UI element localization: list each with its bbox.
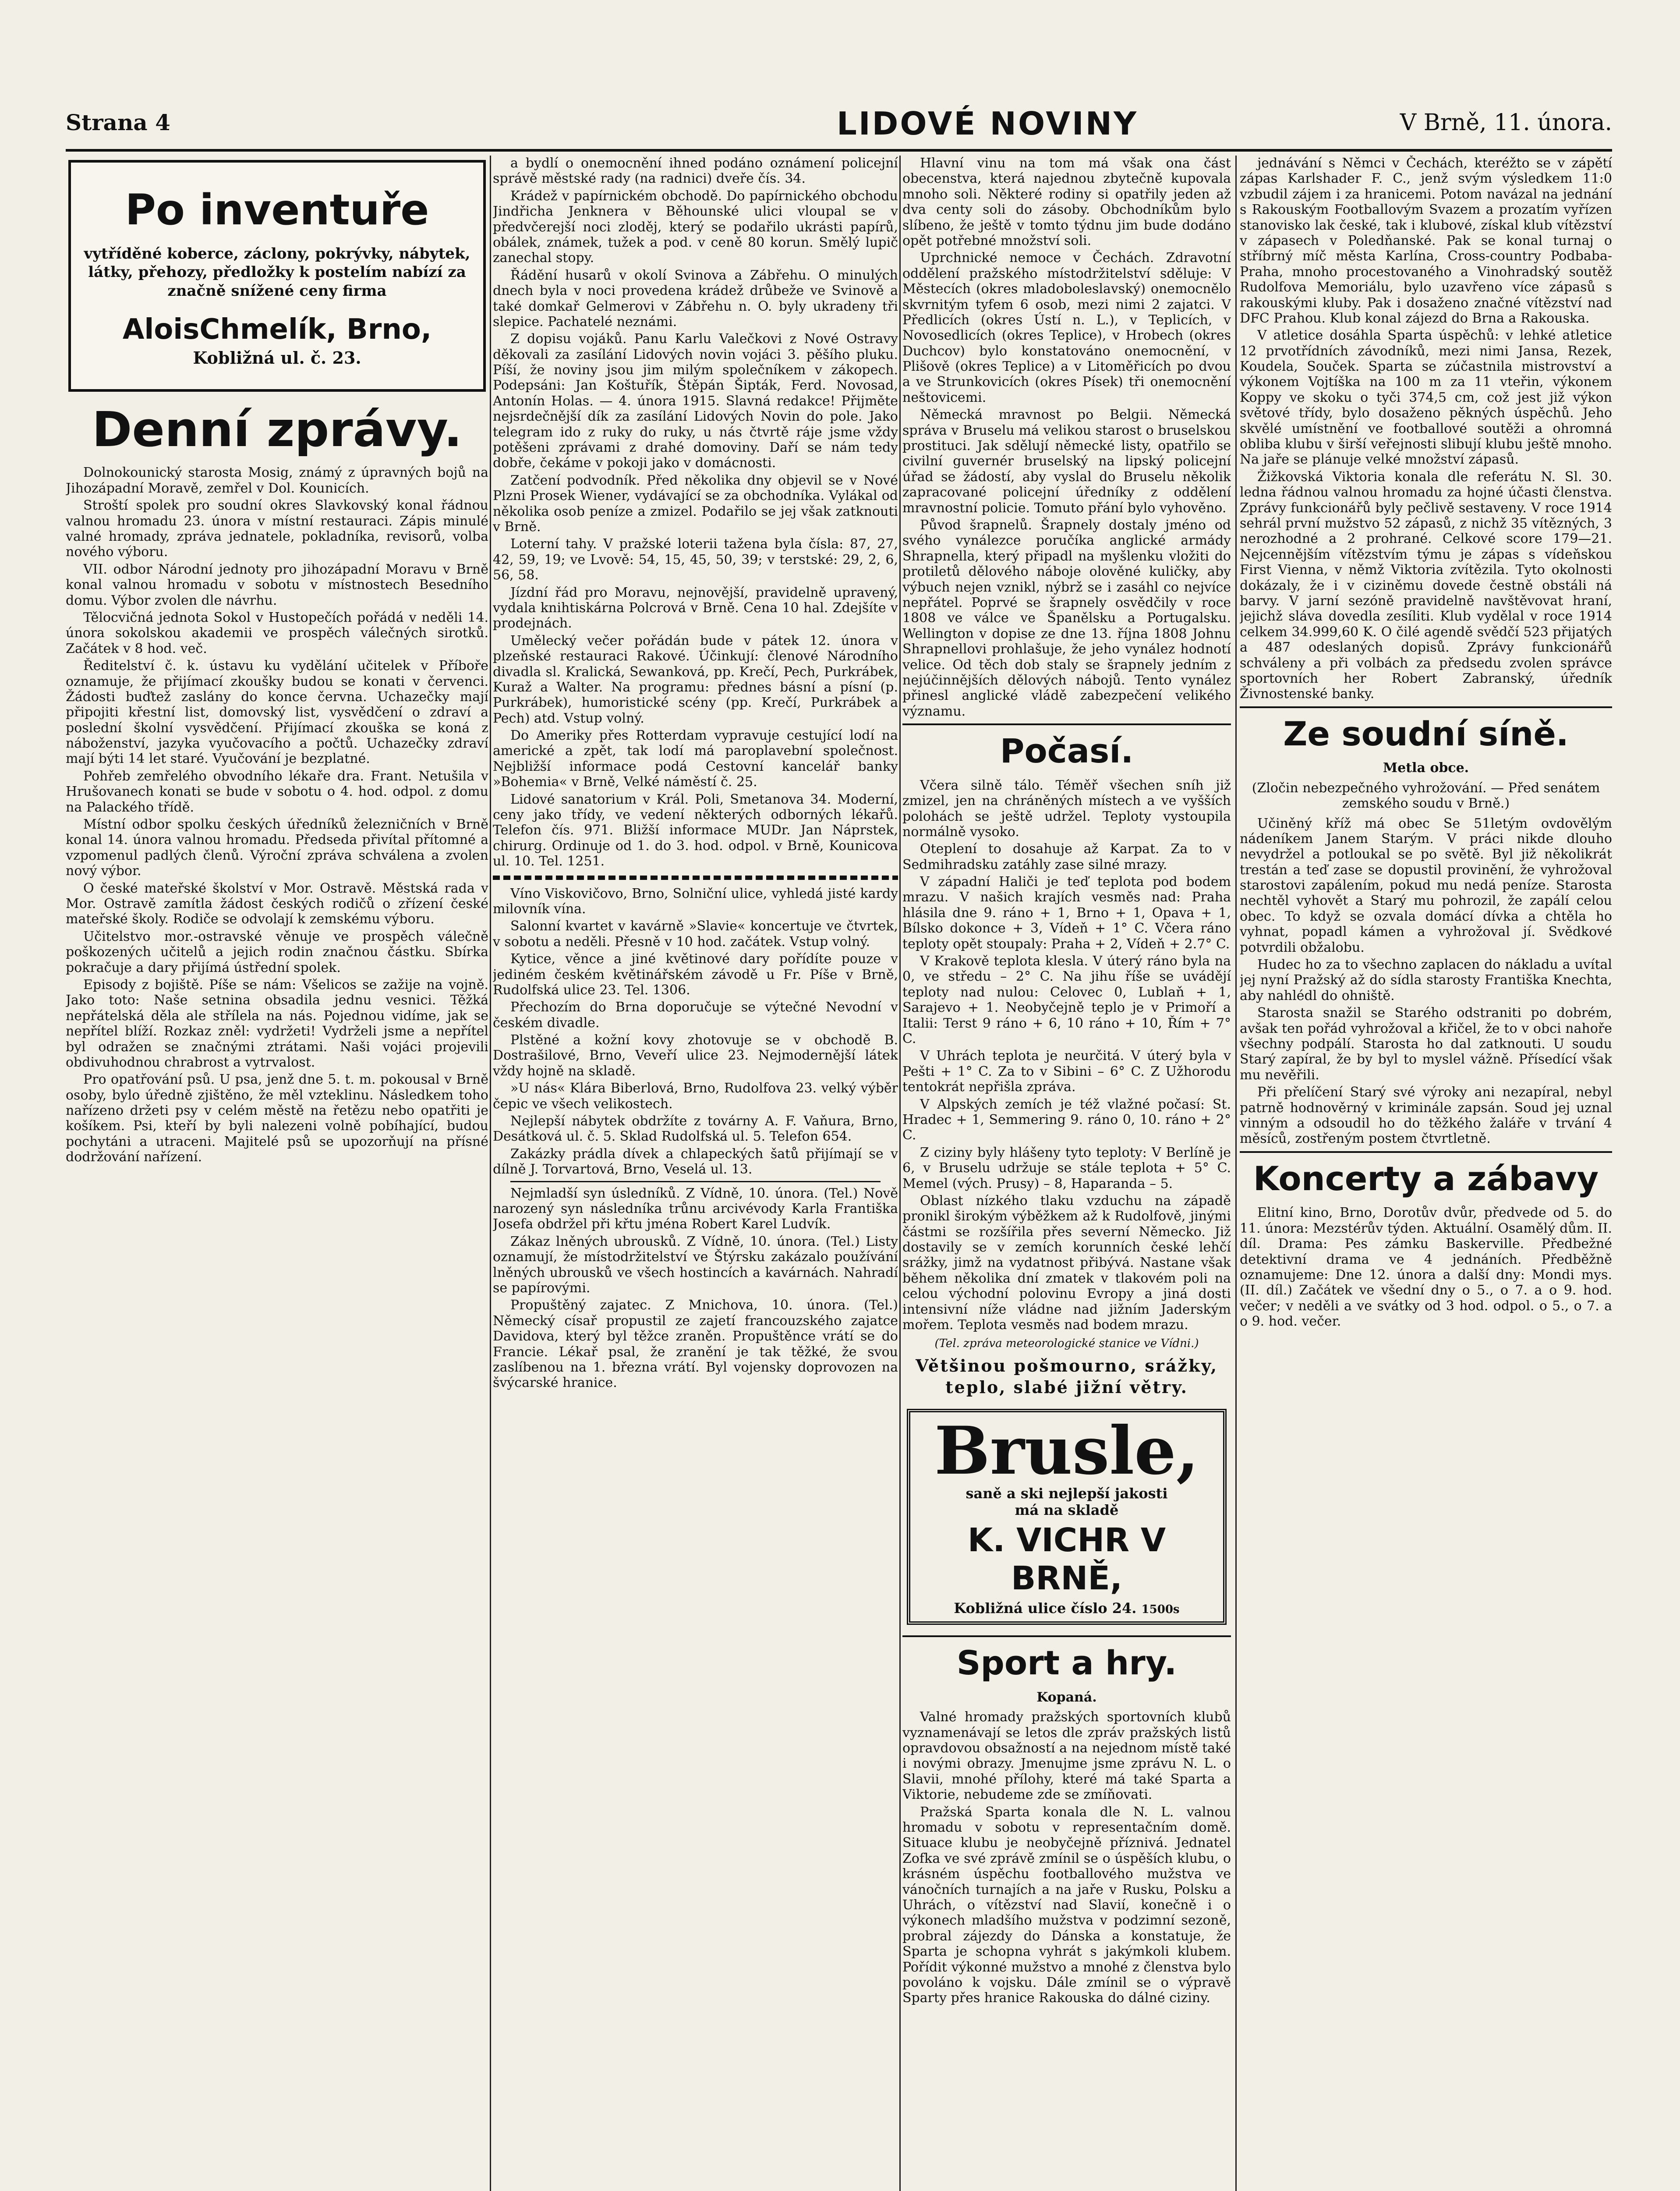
column-divider	[490, 156, 491, 2191]
article-paragraph: Stroští spolek pro soudní okres Slavkovský konal řádnou valnou hromadu 23. února v místní restauraci. Zápis minulé valné hromady, zpráva jednatele, pokladníka, revisorů, volba nového výboru.	[66, 498, 488, 560]
article-paragraph: Německá mravnost po Belgii. Německá správa v Bruselu má velikou starost o bruselskou prostituci. Jak sdělují německé listy, opatřilo se civilní guvernér bruselský na lipský policejní úřad se žádostí, aby vyslal do Bruselu několik zapracované policejní úředníky z oddělení mravnostní policie. Tomuto přání bylo vyhověno.	[902, 407, 1231, 516]
section-title-pocasi: Počasí.	[1000, 731, 1134, 771]
concert-paragraph: Elitní kino, Brno, Dorotův dvůr, předvede od 5. do 11. února: Mezstérův týden. Aktuální. Osamělý dům. II. díl. Drama: Pes zámku Baskerville. Předbežné detektivní drama ve 4 jednáních. Předběžně oznamujeme: Dne 12. února a další dny: Mondi mys. (II. díl.) Začátek ve všední dny o 5., o 7. a o 9. hod. večer; v neděli a ve svátky od 3 hod. odpol. o 5., o 7. a o 9. hod. večer.	[1240, 1205, 1612, 1329]
news-brief: Zákaz lněných ubrousků. Z Vídně, 10. února. (Tel.) Listy oznamují, že místodržitelství ve Štýrsku zakázalo používání lněných ubrousků ve všech hostincích a kavárnách. Nahradí se papírovými.	[493, 1234, 898, 1296]
article-paragraph: Původ šrapnelů. Šrapnely dostaly jméno od svého vynálezce poručíka anglické armády Shrapnella, který připadl na myšlenku vložiti do protiletů dělového náboje olověné kuličky, aby výbuch nejen vznikl, nýbrž se i zasáhl co nejvíce nepřátel. Poprvé se šrapnely osvědčily v roce 1808 ve válce ve Španělsku a Portugalsku. Wellington v dopise ze dne 13. října 1808 Johnu Shrapnellovi prohlašuje, že jeho vynález hodnotí velice. Od těch dob staly se šrapnely jedním z nejúčinnějších dělových nábojů. Tento vynález přinesl anglické vládě zabezpečení velikého významu.	[902, 517, 1231, 719]
article-paragraph: Z dopisu vojáků. Panu Karlu Valečkovi z Nové Ostravy děkovali za zasílání Lidových novin vojáci 3. pěšího pluku. Píší, že noviny jsou jim milým společníkem v zákopech. Podepsáni: Jan Koštuřík, Štěpán Šipták, Ferd. Novosad, Antonín Holas. — 4. února 1915. Slavná redakce! Přijměte nejsrdečnější dík za zasílání Lidových Novin do pole. Jako telegram ido z ruky do ruky, u nás čtvrtě ráje jsme vždy potěšeni zprávami z drahé domoviny. Daří se nám tedy dobře, čekáme v pokoji jako v domácnosti.	[493, 331, 898, 471]
article-paragraph: V atletice dosáhla Sparta úspěchů: v lehké atletice 12 prvotřídních závodníků, mezi nimi Jansa, Rezek, Koudela, Souček. Sparta se zúčastnila mistrovství a výkonem Vojtíška na 100 m za 11 vteřin, výkonem Koppy ve skoku o tyči 374,5 cm, což jest již výkon světové třídy, bylo dosaženo pěkných úspěchů. Jeho skvělé umístnění ve footballové soutěži a ohromná obliba klubu v širší veřejnosti slibují klubu ještě mnoho. Na jaře se plánuje velké množství zápasů.	[1240, 328, 1612, 468]
article-paragraph: Dolnokounický starosta Mosig, známý z úpravných bojů na Jihozápadní Moravě, zemřel v Dol. Kounicích.	[66, 465, 488, 496]
section-title-denni-zpravy: Denní zprávy.	[92, 401, 462, 457]
article-paragraph: Jízdní řád pro Moravu, nejnovější, pravidelně upravený, vydala knihtiskárna Polcrová v Brně. Cena 10 hal. Zdejšíte v prodejnách.	[493, 585, 898, 631]
page-header	[66, 105, 1612, 145]
court-paragraph: Učiněný kříž má obec Se 51letým ovdovělým nádeníkem Janem Starým. V práci nikde dlouho nevydržel a potloukal se po světě. Byl již několikrát trestán a teď zase se dopustil provinění, že vyhrožoval starostovi zapálením, pokud mu nedá peníze. Starosta nechtěl vyhovět a Starý mu pohrozil, že zapálí celou obec. To když se ozvala domácí dívka a chtěla ho vyhnat, popadl kámen a vyhrožoval jí. Svědkové potvrdili obžalobu.	[1240, 815, 1612, 955]
column-3	[902, 156, 1231, 2191]
article-paragraph: Učitelstvo mor.-ostravské věnuje ve prospěch válečně poškozených učitelů a jejich rodin značnou částku. Sbírka pokračuje a dary přijímá ústřední spolek.	[66, 929, 488, 975]
article-paragraph: Ředitelství č. k. ústavu ku vydělání učitelek v Příboře oznamuje, že přijímací zkoušky budou se konati v červenci. Žádosti buďtež zaslány do konce června. Uchazečky mají připojiti křestní list, domovský list, vysvědčení o zdraví a poslední školní vysvědčení. Přijímací zkouška se koná z náboženství, jazyka vyučovacího a počtů. Uchazečky zdraví mají býti 14 let staré. Vyučování je bezplatné.	[66, 658, 488, 767]
weather-paragraph: V Uhrách teplota je neurčitá. V úterý byla v Pešti + 1° C. Za to v Sibini – 6° C. Z Užhorodu tentokrát nepřišla zpráva.	[902, 1048, 1231, 1095]
court-paragraph: Starosta snažil se Starého odstraniti po dobrém, avšak ten pořád vyhrožoval a křičel, že to v obci nahoře všechny podpálí. Starosta ho dal zatknouti. U soudu Starý zapíral, že by byl to myslel vážně. Přísedící však mu nevěřili.	[1240, 1005, 1612, 1083]
weather-paragraph: V západní Haliči je teď teplota pod bodem mrazu. V našich krajích vesměs nad: Praha hlásila dne 9. ráno + 1, Brno + 1, Opava + 1, Bílsko dokonce + 3, Vídeň + 1° C. Včera ráno teploty opět stoupaly: Praha + 2, Vídeň + 2.7° C.	[902, 874, 1231, 952]
ad-brusle-title: Brusle,	[934, 1412, 1199, 1489]
small-ad: Zakázky prádla dívek a chlapeckých šatů přijímají se v dílně J. Torvartová, Brno, Veselá ul. 13.	[493, 1146, 898, 1177]
section-divider	[902, 723, 1231, 725]
court-paragraph: Při přelíčení Starý své výroky ani nezapíral, nebyl patrně hodnověrný v kriminále zapsán. Soud jej uznal vinným a odsoudil ho do těžkého žaláře v trvání 4 měsíců, zostřeným postem čtvrtletně.	[1240, 1085, 1612, 1147]
column-divider	[899, 156, 901, 2191]
section-title-koncerty: Koncerty a zábavy	[1253, 1159, 1599, 1198]
news-brief: Propuštěný zajatec. Z Mnichova, 10. února. (Tel.) Německý císař propustil ze zajetí francouzského zajatce Davidova, který byl těžce zraněn. Propuštěnce vrátí se do Francie. Lékař psal, že zranění je tak těžké, že svou zaslíbenou na 1. března vrátí. Byl vojensky doprovozen na švýcarské hranice.	[493, 1298, 898, 1391]
issue-date: V Brně, 11. února.	[1400, 110, 1612, 136]
article-paragraph: O české mateřské školství v Mor. Ostravě. Městská rada v Mor. Ostravě zamítla žádost českých rodičů o zřízení české mateřské školy. Rodiče se odvolají k zemskému výboru.	[66, 880, 488, 927]
divider	[510, 1181, 881, 1182]
ad-inventura-address: Kobližná ul. č. 23.	[193, 347, 361, 368]
court-subtitle: Metla obce.	[1383, 760, 1469, 776]
court-subtitle-detail: (Zločin nebezpečného vyhrožování. — Před senátem zemského soudu v Brně.)	[1252, 780, 1600, 812]
ad-brusle-address	[915, 1600, 1219, 1617]
court-paragraph: Hudec ho za to všechno zaplacen do nákladu a uvítal jej nyní Pražský až do sídla starosty Františka Knechta, aby nahlédl do ohniště.	[1240, 957, 1612, 1003]
article-paragraph: a bydlí o onemocnění ihned podáno oznámení policejní správě městské rady (na radnici) dveře čís. 34.	[493, 156, 898, 187]
news-brief: Nejmladší syn úsledníků. Z Vídně, 10. února. (Tel.) Nově narozený syn následníka trůnu arcivévody Karla Františka Josefa obdržel při křtu jména Robert Karel Ludvík.	[493, 1185, 898, 1232]
weather-paragraph: V Alpských zemích je též vlažné počasí: St. Hradec + 1, Semmering 9. ráno 0, 10. ráno + 2° C.	[902, 1096, 1231, 1143]
ad-brusle-address-text: Kobližná ulice číslo 24.	[954, 1600, 1137, 1617]
article-paragraph: VII. odbor Národní jednoty pro jihozápadní Moravu v Brně konal valnou hromadu v sobotu v místnostech Besedního domu. Výbor zvolen dle návrhu.	[66, 561, 488, 608]
article-paragraph: Řádění husarů v okolí Svinova a Zábřehu. O minulých dnech byla v noci provedena krádež drůbeže ve Svinově a také domkař Gelmerovi v Zábřehu n. O. byly ukradeny tři slepice. Pachatelé neznámi.	[493, 267, 898, 330]
article-paragraph: Lidové sanatorium v Král. Poli, Smetanova 34. Moderní, ceny jako třídy, ve vedení některých odborných lékařů. Telefon čís. 971. Bližší informace MUDr. Jan Náprstek, chirurg. Ordinuje od 1. do 3. hod. odpol. v Brně, Kounicova ul. 10. Tel. 1251.	[493, 791, 898, 869]
small-ad: »U nás« Klára Biberlová, Brno, Rudolfova 23. velký výběr čepic ve všech velikostech.	[493, 1081, 898, 1112]
small-ad: Přechozím do Brna doporučuje se výtečné Nevodní v českém divadle.	[493, 1000, 898, 1031]
weather-source-note: (Tel. zpráva meteorologické stanice ve Vídni.)	[934, 1337, 1199, 1351]
weather-paragraph: Včera silně tálo. Téměř všechen sníh již zmizel, jen na chráněných místech a ve vyšších polohách se ještě udržel. Teploty vystoupila normálně vysoko.	[902, 777, 1231, 840]
section-subtitle-kopana: Kopaná.	[1036, 1689, 1097, 1705]
small-ad: Salonní kvartet v kavárně »Slavie« koncertuje ve čtvrtek, v sobotu a neděli. Přesně v 10 hod. začátek. Vstup volný.	[493, 918, 898, 950]
sport-paragraph: Valné hromady pražských sportovních klubů vyznamenávají se letos dle zpráv pražských listů opravdovou obsažností a na nejednom místě také i novými obrazy. Jmenujme jsme zprávu N. L. o Slavii, mnohé přílohy, které má také Sparta a Viktorie, nebudeme zde se zmíňovati.	[902, 1709, 1231, 1803]
article-paragraph: Zatčení podvodník. Před několika dny objevil se v Nové Plzni Prosek Wiener, vydávající se za obchodníka. Vylákal od několika osob peníze a zmizel. Podařilo se jej však zatknouti v Brně.	[493, 472, 898, 535]
column-1	[66, 156, 488, 2191]
article-paragraph: Umělecký večer pořádán bude v pátek 12. února v plzeňské restauraci Rakové. Účinkují: členové Národního divadla sl. Kralická, Sewanková, pp. Krečí, Pech, Purkrábek, Kuraž a Walter. Na programu: přednes básní a písní (p. Purkrábek), humoristické scény (pp. Krečí, Purkrábek a Pech) atd. Vstup volný.	[493, 633, 898, 726]
section-divider	[493, 876, 898, 880]
article-paragraph: Hlavní vinu na tom má však ona část obecenstva, která najednou zbytečně kupovala mnoho soli. Některé rodiny si opatřily jeden až dva centy soli do zásoby. Obchodníkům bylo slíbeno, že ještě v tomto týdnu jim bude dodáno opět potřebné množství soli.	[902, 156, 1231, 248]
small-ad: Kytice, věnce a jiné květinové dary pořídíte pouze v jediném českém květinářském závodě u Fr. Píše v Brně, Rudolfská ulice 23. Tel. 1306.	[493, 951, 898, 998]
article-paragraph: Žižkovská Viktoria konala dle referátu N. Sl. 30. ledna řádnou valnou hromadu za hojné účasti členstva. Zprávy funkcionářů byly pečlivě sestaveny. V roce 1914 sehrál první mužstvo 52 zápasů, z nichž 35 vítězných, 3 nerozhodné a 2 prohrané. Celkové score 179—21. Nejcennějším vítězstvím týmu je zápas s vídeňskou First Vienna, v němž Viktoria zvítězila. Tyto okolnosti dokázaly, že i v ciziněmu dovede čestně obstáli ná barvy. V jarní sezóně pravidelně navštěvovat hraní, jejichž sláva dovedla zesíliti. Klub vydělal v roce 1914 celkem 34.999,60 K. O čilé agendě svědčí 523 přijatých a 487 odeslaných dopisů. Zprávy funkcionářů schváleny a při volbách za předsedu zvolen správce sportovních her Robert Zabranský, úředník Živnostenské banky.	[1240, 469, 1612, 702]
ad-inventura	[68, 160, 486, 392]
article-paragraph: jednávání s Němci v Čechách, kteréžto se v zápětí zápas Karlshader F. C., jenž svým výsledkem 11:0 vzbudil zájem i za hranicemi. Potom navázal na jednání s Rakouským Footballovým Svazem a prozatím vyřízen stanovisko lak české, tak i klubové, získal klub vítězství v zápasech v Poledňanské. Pak se konal turnaj o stříbrný míč města Karlína, Cross-country Podbaba-Praha, mnoho procestovaného a Vinohradský soutěž Rudolfova Memoriálu, bylo uzavřeno více zápasů s rakouskými kluby. Pak i dosaženo značné vítězství nad DFC Prahou. Klub konal zájezd do Brna a Rakouska.	[1240, 156, 1612, 326]
weather-paragraph: Oteplení to dosahuje až Karpat. Za to v Sedmihradsku zatáhly zase silné mrazy.	[902, 841, 1231, 872]
section-divider	[1240, 706, 1612, 708]
header-rule	[66, 149, 1612, 152]
page-number: Strana 4	[66, 110, 170, 135]
ad-inventura-name: AloisChmelík, Brno,	[122, 313, 432, 346]
masthead: LIDOVÉ NOVINY	[837, 105, 1139, 142]
column-divider	[1235, 156, 1237, 2191]
sport-paragraph: Pražská Sparta konala dle N. L. valnou hromadu v sobotu v representačním domě. Situace klubu je neobyčejně příznivá. Jednatel Zofka ve své zprávě zmínil se o úspěších klubu, o krásném úspěchu footballového mužstva ve vánočních turnajích a na jaře v Rusku, Polsku a Uhrách, o vítězství nad Slavií, konečně i o výkonech mladšího mužstva v podzimní sezoně, probral zájezdy do Dánska a konstatuje, že Sparta je schopna vyhrát s jakýmkoli klubem. Pořídit výkonné mužstvo a mnohé z členstva bylo povoláno k vojsku. Dále zmínil se o výpravě Sparty přes hranice Rakouska do dálné ciziny.	[902, 1804, 1231, 2006]
article-paragraph: Tělocvičná jednota Sokol v Hustopečích pořádá v neděli 14. února sokolskou akademii ve prospěch válečných sirotků. Začátek v 8 hod. več.	[66, 610, 488, 656]
article-paragraph: Do Ameriky přes Rotterdam vypravuje cestující lodí na americké a zpět, tak lodí má paroplavební společnost. Nejbližší informace podá Cestovní kancelář banky »Bohemia« v Brně, Velké náměstí č. 25.	[493, 728, 898, 790]
ad-brusle-name: K. VICHR V BRNĚ,	[967, 1521, 1166, 1598]
article-paragraph: Pro opatřování psů. U psa, jenž dne 5. t. m. pokousal v Brně osoby, bylo úředně zjištěno, že měl vzteklinu. Následkem toho nařízeno držeti psy v celém městě na řetězu nebo opatřiti je košíkem. Psi, kteří by byli nalezeni volně pobíhající, budou pochytáni a utraceni. Majitelé psů se upozorňují na přísné dodržování nařízení.	[66, 1072, 488, 1165]
article-paragraph: Loterní tahy. V pražské loterii tažena byla čísla: 87, 27, 42, 59, 19; ve Lvově: 54, 15, 45, 50, 39; v terstské: 29, 2, 6, 56, 58.	[493, 536, 898, 583]
ad-brusle-line: má na skladě	[1015, 1502, 1119, 1519]
article-paragraph: Krádež v papírnickém obchodě. Do papírnického obchodu Jindřicha Jenknera v Běhounské ulici vloupal se v předvčerejší noci zloděj, který se podařilo ukrásti papírů, obálek, známek, tužek a pod. v ceně 80 korun. Smělý lupič zanechal stopy.	[493, 188, 898, 266]
ad-inventura-text: vytříděné koberce, záclony, pokrývky, nábytek, látky, přehozy, předložky k postelím nabízí za značně snížené ceny firma	[84, 245, 470, 300]
section-title-soudni-sin: Ze soudní síně.	[1283, 714, 1569, 753]
section-title-sport: Sport a hry.	[956, 1643, 1177, 1683]
weather-paragraph: V Krakově teplota klesla. V úterý ráno byla na 0, ve středu – 2° C. Na jihu říše se uvádějí teploty nad nulou: Celovec 0, Lublaň + 1, Sarajevo + 1. Neobyčejně teplo je v Primoří a Italii: Terst 9 ráno + 6, 10 ráno + 10, Řím + 7° C.	[902, 954, 1231, 1046]
ad-brusle-line: saně a ski nejlepší jakosti	[966, 1485, 1168, 1502]
article-paragraph: Uprchnické nemoce v Čechách. Zdravotní oddělení pražského místodržitelství sděluje: V Městecích (okres mladoboleslavský) onemocnělo skvrnitým tyfem 6 osob, mezi nimi 2 zajatci. V Předlicích (okres Ústí n. L.), v Teplicích, v Novosedlicích (okres Teplice), v Hrobech (okres Duchcov) bylo konstatováno onemocnění, v Plišově (okres Teplice) a v Litoměřicích po dvou a ve Strunkovicích (okres Písek) tři onemocnění neštovicemi.	[902, 250, 1231, 405]
article-paragraph: Episody z bojiště. Píše se nám: Všelicos se zažije na vojně. Jako toto: Naše setnina obsadila jednu vesnici. Těžká nepřátelská děla ale střílela na nás. Pojednou vidíme, jak se nepřítel blíží. Rozkaz zněl: vydržeti! Vydrželi jsme a nepřítel byl odražen se značnými ztrátami. Naši vojáci projevili obdivuhodnou chrabrost a vytrvalost.	[66, 977, 488, 1070]
column-2	[493, 156, 898, 2191]
small-ad: Víno Viskovičovo, Brno, Solniční ulice, vyhledá jisté kardy milovník vína.	[493, 886, 898, 917]
section-divider	[1240, 1151, 1612, 1153]
ad-inventura-title: Po inventuře	[125, 185, 429, 234]
column-4	[1240, 156, 1612, 2191]
ad-brusle-code: 1500s	[1141, 1603, 1180, 1617]
article-paragraph: Pohřeb zemřelého obvodního lékaře dra. Frant. Netušila v Hrušovanech konati se bude v sobotu o 4. hod. odpol. z domu na Palackého třídě.	[66, 768, 488, 815]
weather-paragraph: Z ciziny byly hlášeny tyto teploty: V Berlíně je 6, v Bruselu udržuje se stále teplota + 5° C. Memel (vých. Prusy) – 8, Haparanda – 5.	[902, 1145, 1231, 1191]
weather-forecast: Většinou pošmourno, srážky, teplo, slabé jižní větry.	[916, 1356, 1218, 1397]
article-paragraph: Místní odbor spolku českých úředníků železničních v Brně konal 14. února valnou hromadu. Předseda přivítal přítomné a vzpomenul padlých členů. Výroční zpráva schválena a zvolen nový výbor.	[66, 817, 488, 879]
section-divider	[902, 1635, 1231, 1637]
small-ad: Plstěné a kožní kovy zhotovuje se v obchodě B. Dostrašilové, Brno, Veveří ulice 23. Nejmodernější látek vždy hojně na skladě.	[493, 1032, 898, 1079]
small-ad: Nejlepší nábytek obdržíte z továrny A. F. Vaňura, Brno, Desátková ul. č. 5. Sklad Rudolfská ul. 5. Telefon 654.	[493, 1113, 898, 1145]
weather-paragraph: Oblast nízkého tlaku vzduchu na západě pronikl širokým výběžkem až k Rudolfově, jinými částmi se rozšířila přes severní Německo. Již dostavily se v zemích korunních české lehčí srážky, jimž na vydatnost přibývá. Nastane však během několika dní zmatek v tlakovém poli na celou východní polovinu Evropy a jiná dosti intensivní níže vládne nad jižním Jaderským mořem. Teplota vesměs nad bodem mrazu.	[902, 1193, 1231, 1333]
ad-brusle	[907, 1409, 1227, 1625]
